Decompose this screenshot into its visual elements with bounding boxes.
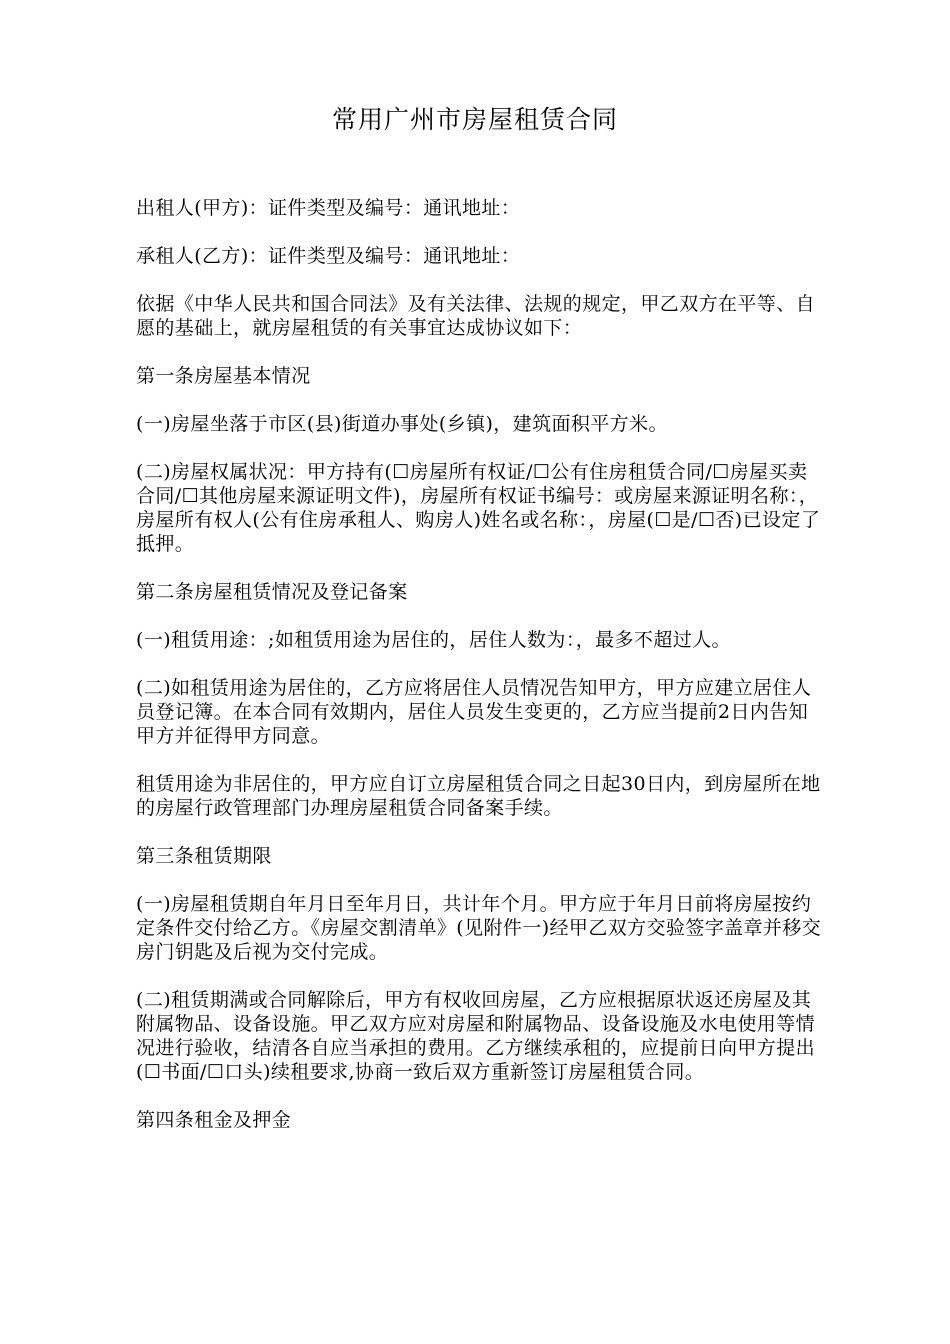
article-3-clause-1: (一)房屋租赁期自年月日至年月日，共计年个月。甲方应于年月日前将房屋按约定条件交付给乙方。《房屋交割清单》(见附件一)经甲乙双方交验签字盖章并移交房门钥匙及后视为交付完成。 (136, 893, 822, 963)
article-2-clause-2: (二)如租赁用途为居住的，乙方应将居住人员情况告知甲方，甲方应建立居住人员登记簿。在本合同有效期内，居住人员发生变更的，乙方应当提前2日内告知甲方并征得甲方同意。 (136, 677, 812, 747)
document-title: 常用广州市房屋租赁合同 (331, 105, 618, 134)
article-1-clause-1: (一)房屋坐落于市区(县)街道办事处(乡镇)，建筑面积平方米。 (136, 413, 668, 435)
document-body (136, 196, 826, 1156)
article-1-clause-2: (二)房屋权属状况：甲方持有(☐房屋所有权证/☐公有住房租赁合同/☐房屋买卖合同/☐其他房屋来源证明文件)，房屋所有权证书编号：或房屋来源证明名称：，房屋所有权人(公有住房承租人、购房人)姓名或名称：，房屋(☐是/☐否)已设定了抵押。 (136, 461, 821, 555)
article-1-heading: 第一条房屋基本情况 (136, 365, 311, 387)
article-2-clause-3: 租赁用途为非居住的，甲方应自订立房屋租赁合同之日起30日内，到房屋所在地的房屋行政管理部门办理房屋租赁合同备案手续。 (136, 773, 821, 819)
article-3-clause-2: (二)租赁期满或合同解除后，甲方有权收回房屋，乙方应根据原状返还房屋及其附属物品、设备设施。甲乙双方应对房屋和附属物品、设备设施及水电使用等情况进行验收，结清各自应当承担的费用。乙方继续承租的，应提前日向甲方提出(☐书面/☐口头)续租要求,协商一致后双方重新签订房屋租赁合同。 (136, 989, 816, 1083)
article-2-heading: 第二条房屋租赁情况及登记备案 (136, 581, 408, 603)
article-2-clause-1: (一)租赁用途：;如租赁用途为居住的，居住人数为：，最多不超过人。 (136, 629, 731, 651)
party-b-line: 承租人(乙方)：证件类型及编号：通讯地址： (136, 245, 521, 267)
article-3-heading: 第三条租赁期限 (136, 845, 272, 867)
preamble-paragraph: 依据《中华人民共和国合同法》及有关法律、法规的规定，甲乙双方在平等、自愿的基础上，就房屋租赁的有关事宜达成协议如下： (136, 293, 816, 339)
party-a-line: 出租人(甲方)：证件类型及编号：通讯地址： (136, 197, 521, 219)
article-4-heading: 第四条租金及押金 (136, 1109, 292, 1131)
